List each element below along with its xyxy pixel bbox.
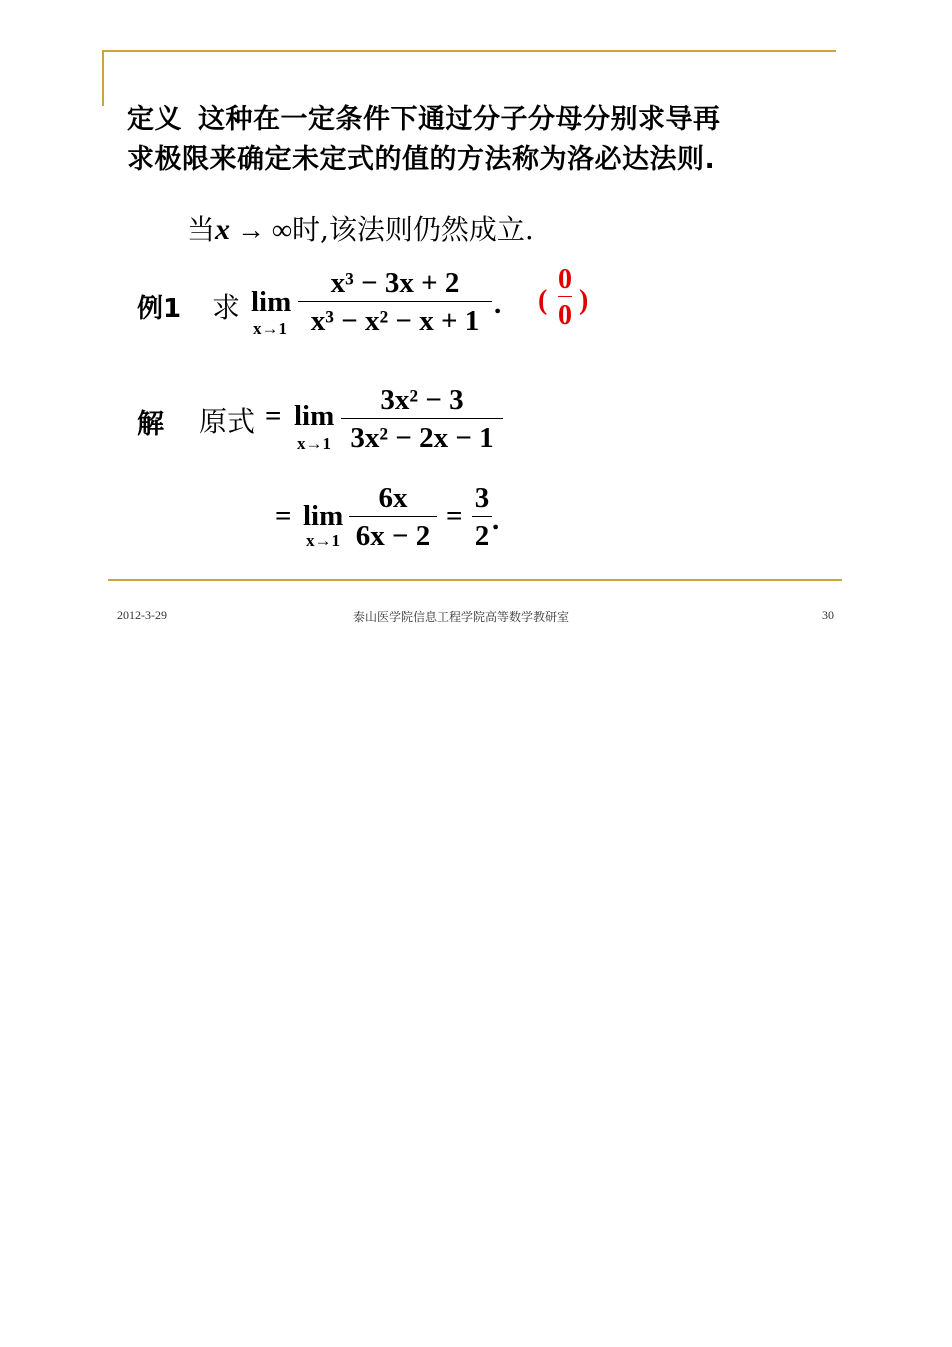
result-period: . bbox=[492, 504, 500, 536]
example-period: . bbox=[494, 288, 502, 320]
definition-line-1 bbox=[127, 100, 847, 140]
solution-fraction-1 bbox=[341, 383, 503, 455]
solution-eq-3: = bbox=[446, 500, 463, 532]
solution-lim-sub-1: x→1 bbox=[297, 434, 331, 453]
left-rule bbox=[102, 50, 104, 106]
solution-orig: 原式 bbox=[199, 405, 256, 438]
solution-denominator-2: 6x − 2 bbox=[355, 520, 431, 552]
definition-label: 定义 bbox=[127, 104, 182, 135]
solution-lim-2: lim bbox=[303, 500, 344, 532]
solution-label: 解 bbox=[137, 409, 164, 440]
solution-denominator-1: 3x² − 2x − 1 bbox=[350, 422, 494, 454]
form-denominator: 0 bbox=[558, 300, 572, 331]
example-lim: lim bbox=[251, 286, 292, 318]
note-prefix: 当 bbox=[187, 213, 216, 246]
example-fraction bbox=[298, 266, 492, 338]
result-denominator: 2 bbox=[474, 520, 490, 552]
footer-page-number: 30 bbox=[822, 608, 834, 622]
result-fraction bbox=[472, 481, 492, 553]
example-denominator: x³ − x² − x + 1 bbox=[310, 305, 480, 337]
note-arrow: → ∞ bbox=[230, 215, 292, 246]
solution-lim-1: lim bbox=[294, 400, 335, 432]
form-close-paren: ) bbox=[579, 285, 589, 316]
form-numerator: 0 bbox=[558, 264, 572, 295]
example-numerator: x³ − 3x + 2 bbox=[330, 267, 460, 299]
result-numerator: 3 bbox=[474, 482, 490, 514]
note-line bbox=[187, 208, 534, 248]
solution-eq-1: = bbox=[265, 400, 282, 432]
indeterminate-form bbox=[555, 263, 575, 330]
definition-block bbox=[127, 100, 847, 180]
solution-eq-2: = bbox=[275, 500, 292, 532]
note-suffix: 时,该法则仍然成立. bbox=[291, 213, 534, 246]
footer-date: 2012-3-29 bbox=[117, 608, 167, 622]
example-label: 例1 bbox=[137, 294, 182, 324]
example-verb: 求 bbox=[212, 291, 241, 324]
bottom-rule bbox=[108, 579, 842, 581]
top-rule bbox=[102, 50, 836, 52]
note-var: x bbox=[215, 213, 231, 246]
example-lim-sub: x→1 bbox=[253, 319, 287, 338]
form-open-paren: ( bbox=[538, 285, 548, 316]
solution-lim-sub-2: x→1 bbox=[306, 531, 340, 550]
definition-text-1: 这种在一定条件下通过分子分母分别求导再 bbox=[198, 104, 721, 135]
solution-numerator-2: 6x bbox=[378, 482, 408, 514]
footer-organization: 泰山医学院信息工程学院高等数学教研室 bbox=[353, 610, 570, 624]
solution-fraction-2 bbox=[349, 481, 437, 553]
solution-numerator-1: 3x² − 3 bbox=[380, 384, 464, 416]
definition-line-2: 求极限来确定未定式的值的方法称为洛必达法则. bbox=[127, 144, 716, 175]
